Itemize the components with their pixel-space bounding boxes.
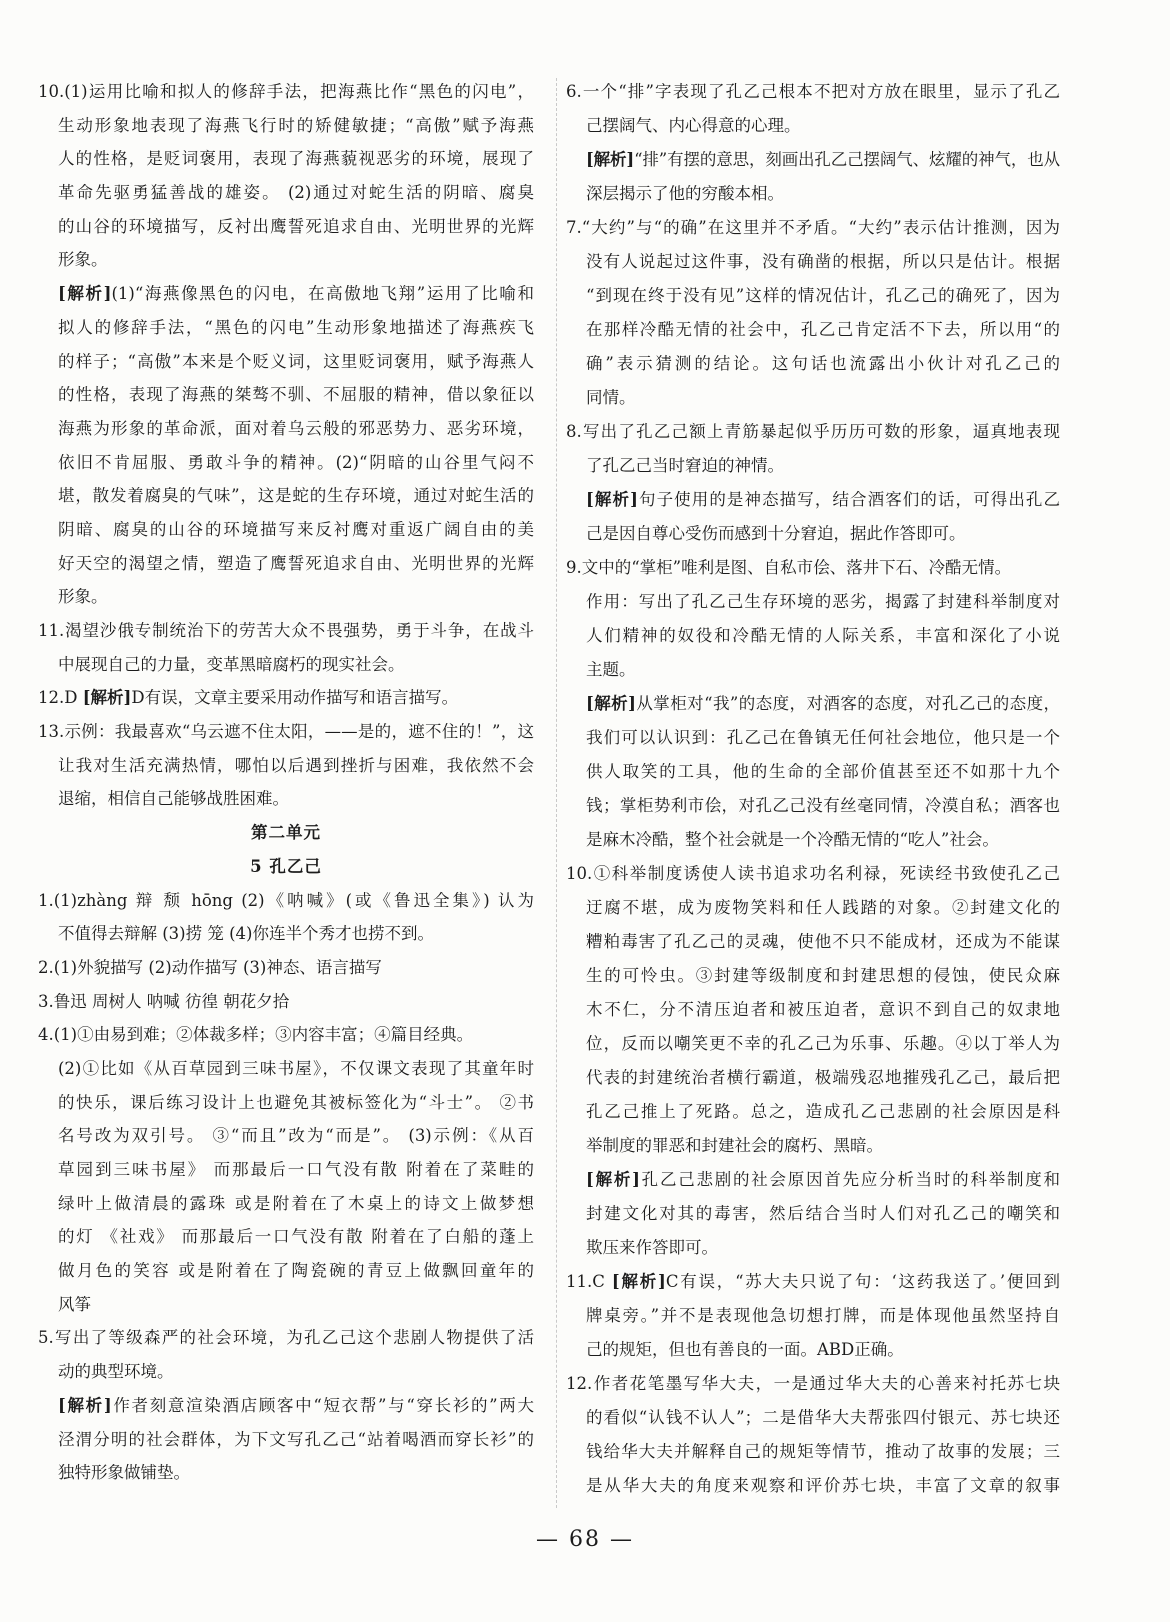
analysis-tag: [解析]: [58, 1395, 112, 1415]
text-line: 人们精神的奴役和冷酷无情的人际关系，丰富和深化了小说: [586, 626, 1060, 645]
text-line: 草园到三味书屋》 而那最后一口气没有散 附着在了菜畦的: [58, 1160, 534, 1179]
column-divider: [556, 78, 557, 1508]
page-number: — 68 —: [536, 1527, 634, 1552]
text-line: 的山谷的环境描写，反衬出鹰誓死追求自由、光明世界的光辉: [58, 216, 534, 236]
answer-item: [38, 715, 534, 816]
text-line: 依旧不肯屈服、勇敢斗争的精神。(2)“阴暗的山谷里气闷不: [58, 452, 534, 472]
answer-item: [38, 614, 534, 681]
text-line: 3.鲁迅 周树人 呐喊 彷徨 朝花夕拾: [38, 991, 290, 1011]
answer-item: [38, 985, 534, 1019]
text-line: 6.一个“排”字表现了孔乙己根本不把对方放在眼里，显示了孔乙: [566, 82, 1060, 101]
text-line: 形象。: [58, 250, 108, 270]
analysis-tag: [解析]: [586, 490, 638, 509]
section-heading: 5 孔乙己: [250, 856, 322, 876]
text-line: 名号改为双引号。 ③“而且”改为“而是”。 (3)示例：《从百: [58, 1126, 534, 1146]
text-line: 退缩，相信自己能够战胜困难。: [58, 789, 289, 809]
answer-item: [566, 857, 1060, 1163]
text-line: 中展现自己的力量，变革黑暗腐朽的现实社会。: [58, 654, 405, 674]
text-line: 迂腐不堪，成为废物笑料和任人践踏的对象。②封建文化的: [586, 898, 1060, 917]
analysis-tag: [解析]: [58, 284, 112, 304]
text-line: [解析]“排”有摆的意思，刻画出孔乙己摆阔气、炫耀的神气，也从: [586, 150, 1060, 169]
answer-item: [566, 1367, 1060, 1503]
text-line: 主题。: [586, 660, 636, 679]
text-line: 确”表示猜测的结论。这句话也流露出小伙计对孔乙己的: [586, 354, 1060, 373]
text-line: 木不仁，分不清压迫者和被压迫者，意识不到自己的奴隶地: [586, 1000, 1060, 1019]
analysis-tag: [解析]: [611, 1272, 666, 1291]
analysis-note: [38, 277, 534, 614]
answer-subpart: [38, 1052, 534, 1322]
text-line: 人的性格，是贬词褒用，表现了海燕藐视恶劣的环境，展现了: [58, 149, 534, 169]
text-line: 生的可怜虫。③封建等级制度和封建思想的侵蚀，使民众麻: [586, 966, 1060, 985]
answer-item: [566, 551, 1060, 585]
answer-subpart: [566, 585, 1060, 687]
text-line: 己是因自尊心受伤而感到十分窘迫，据此作答即可。: [586, 524, 966, 543]
text-line: 10.(1)运用比喻和拟人的修辞手法，把海燕比作“黑色的闪电”，: [38, 82, 534, 101]
analysis-tag: [解析]: [586, 150, 635, 169]
analysis-tag: [解析]: [586, 694, 636, 713]
text-line: 1.(1)zhàng 辩 颓 hōng (2)《呐喊》(或《鲁迅全集》) 认为: [38, 890, 534, 910]
text-line: 做月色的笑容 或是附着在了陶瓷碗的青豆上做飘回童年的: [58, 1261, 534, 1281]
text-line: 欺压来作答即可。: [586, 1238, 718, 1257]
analysis-note: [38, 1389, 534, 1490]
text-line: 是麻木冷酷，整个社会就是一个冷酷无情的“吃人”社会。: [586, 830, 999, 849]
text-line: “到现在终于没有见”这样的情况估计，孔乙己的确死了，因为: [586, 286, 1060, 305]
text-line: 的快乐，课后练习设计上也避免其被标签化为“斗士”。 ②书: [58, 1092, 534, 1112]
answer-item: [38, 884, 534, 951]
section-heading: 第二单元: [251, 823, 321, 843]
text-line: 拟人的修辞手法，“黑色的闪电”生动形象地描述了海燕疾飞: [58, 317, 534, 337]
analysis-note: [566, 687, 1060, 857]
text-line: 没有人说起过这件事，没有确凿的根据，所以只是估计。根据: [586, 252, 1060, 271]
text-line: 同情。: [586, 388, 636, 407]
text-line: 5.写出了等级森严的社会环境，为孔乙己这个悲剧人物提供了活: [38, 1328, 534, 1348]
answer-item: [38, 681, 534, 715]
text-line: 在那样冷酷无情的社会中，孔乙己肯定活不下去，所以用“的: [586, 320, 1060, 339]
text-line: (2)①比如《从百草园到三味书屋》，不仅课文表现了其童年时: [58, 1058, 534, 1078]
text-line: 11.C [解析]C有误，“苏大夫只说了句：‘这药我送了。’便回到: [566, 1272, 1060, 1291]
text-line: 泾渭分明的社会群体，为下文写孔乙己“站着喝酒而穿长衫”的: [58, 1429, 534, 1449]
analysis-note: [566, 483, 1060, 551]
text-line: 革命先驱勇猛善战的雄姿。 (2)通过对蛇生活的阴暗、腐臭: [58, 183, 534, 203]
text-line: [解析]孔乙己悲剧的社会原因首先应分析当时的科举制度和: [586, 1170, 1061, 1189]
text-line: 封建文化对其的毒害，然后结合当时人们对孔乙己的嘲笑和: [586, 1204, 1060, 1223]
text-line: 好天空的渴望之情，塑造了鹰誓死追求自由、光明世界的光辉: [58, 553, 534, 573]
text-line: 7.“大约”与“的确”在这里并不矛盾。“大约”表示估计推测，因为: [566, 218, 1060, 237]
text-line: 位，反而以嘲笑更不幸的孔乙己为乐事、乐趣。④以丁举人为: [586, 1034, 1060, 1053]
text-line: 独特形象做铺垫。: [58, 1463, 190, 1483]
answer-item: [38, 951, 534, 985]
text-line: 牌桌旁。”并不是表现他急切想打牌，而是体现他虽然坚持自: [586, 1306, 1060, 1325]
text-line: [解析]作者刻意渲染酒店顾客中“短衣帮”与“穿长衫的”两大: [58, 1395, 534, 1415]
analysis-tag: [解析]: [586, 1170, 640, 1189]
text-line: 形象。: [58, 587, 108, 607]
text-line: 的性格，表现了海燕的桀骜不驯、不屈服的精神，借以象征以: [58, 385, 534, 405]
text-line: 风筝: [58, 1294, 91, 1314]
right-column: [566, 75, 1060, 1503]
text-line: 海燕为形象的革命派，面对着乌云般的邪恶势力、恶劣环境，: [58, 418, 534, 438]
text-line: 10.①科举制度诱使人读书追求功名利禄，死读经书致使孔乙己: [566, 864, 1060, 883]
text-line: [解析](1)“海燕像黑色的闪电，在高傲地飞翔”运用了比喻和: [58, 284, 534, 304]
text-line: 举制度的罪恶和封建社会的腐朽、黑暗。: [586, 1136, 883, 1155]
text-line: 己摆阔气、内心得意的心理。: [586, 116, 801, 135]
answer-item: [566, 1265, 1060, 1367]
text-line: 不值得去辩解 (3)捞 笼 (4)你连半个秀才也捞不到。: [58, 924, 434, 944]
text-line: 生动形象地表现了海燕飞行时的矫健敏捷；“高傲”赋予海燕: [58, 115, 534, 135]
text-line: 的看似“认钱不认人”；二是借华大夫帮张四付银元、苏七块还: [586, 1408, 1060, 1427]
text-line: 供人取笑的工具，他的生命的全部价值甚至还不如那十九个: [586, 762, 1060, 781]
text-line: 了孔乙己当时窘迫的神情。: [586, 456, 784, 475]
answer-item: [566, 415, 1060, 483]
analysis-tag: [解析]: [82, 688, 132, 708]
text-line: 堪，散发着腐臭的气味”，这是蛇的生存环境，通过对蛇生活的: [58, 486, 534, 506]
text-line: 己的规矩，但也有善良的一面。ABD正确。: [586, 1340, 904, 1359]
text-line: 13.示例：我最喜欢“乌云遮不住太阳，——是的，遮不住的！”，这: [38, 722, 534, 742]
text-line: 8.写出了孔乙己额上青筋暴起似乎历历可数的形象，逼真地表现: [566, 422, 1060, 441]
answer-item: [566, 211, 1060, 415]
text-line: 2.(1)外貌描写 (2)动作描写 (3)神态、语言描写: [38, 957, 382, 977]
text-line: 钱给华大夫并解释自己的规矩等情节，推动了故事的发展；三: [586, 1442, 1060, 1461]
text-line: 12.D [解析]D有误，文章主要采用动作描写和语言描写。: [38, 688, 459, 708]
text-line: 作用：写出了孔乙己生存环境的恶劣，揭露了封建科举制度对: [586, 592, 1060, 611]
analysis-note: [566, 143, 1060, 211]
text-line: 的样子；“高傲”本来是个贬义词，这里贬词褒用，赋予海燕人: [58, 351, 534, 371]
text-line: 糟粕毒害了孔乙己的灵魂，使他不只不能成材，还成为不能谋: [586, 932, 1060, 951]
text-line: 代表的封建统治者横行霸道，极端残忍地摧残孔乙己，最后把: [586, 1068, 1060, 1087]
text-line: 钱；掌柜势利市侩，对孔乙己没有丝毫同情，冷漠自私；酒客也: [586, 796, 1060, 815]
answer-item: [566, 75, 1060, 143]
text-line: [解析]句子使用的是神态描写，结合酒客们的话，可得出孔乙: [586, 490, 1061, 509]
text-line: 深层揭示了他的穷酸本相。: [586, 184, 784, 203]
text-line: 绿叶上做清晨的露珠 或是附着在了木桌上的诗文上做梦想: [58, 1193, 534, 1213]
left-column: [38, 75, 534, 1490]
text-line: 我们可以认识到：孔乙己在鲁镇无任何社会地位，他只是一个: [586, 728, 1060, 747]
text-line: 是从华大夫的角度来观察和评价苏七块，丰富了文章的叙事: [586, 1476, 1060, 1495]
answer-item: [38, 75, 534, 277]
text-line: 11.渴望沙俄专制统治下的劳苦大众不畏强势，勇于斗争，在战斗: [38, 621, 534, 640]
answer-item: [38, 1321, 534, 1388]
text-line: 12.作者花笔墨写华大夫，一是通过华大夫的心善来衬托苏七块: [566, 1374, 1060, 1393]
text-line: 让我对生活充满热情，哪怕以后遇到挫折与困难，我依然不会: [58, 755, 534, 775]
text-line: 孔乙己推上了死路。总之，造成孔乙己悲剧的社会原因是科: [586, 1102, 1060, 1121]
text-line: 4.(1)①由易到难；②体裁多样；③内容丰富；④篇目经典。: [38, 1025, 474, 1045]
text-line: 9.文中的“掌柜”唯利是图、自私市侩、落井下石、冷酷无情。: [566, 558, 1012, 577]
text-line: 的灯 《社戏》 而那最后一口气没有散 附着在了白船的蓬上: [58, 1227, 534, 1247]
text-line: 阴暗、腐臭的山谷的环境描写来反衬鹰对重返广阔自由的美: [58, 519, 534, 539]
text-line: 动的典型环境。: [58, 1362, 174, 1382]
answer-item: [38, 1018, 534, 1052]
text-line: [解析]从掌柜对“我”的态度，对酒客的态度，对孔乙己的态度，: [586, 694, 1060, 713]
analysis-note: [566, 1163, 1060, 1265]
